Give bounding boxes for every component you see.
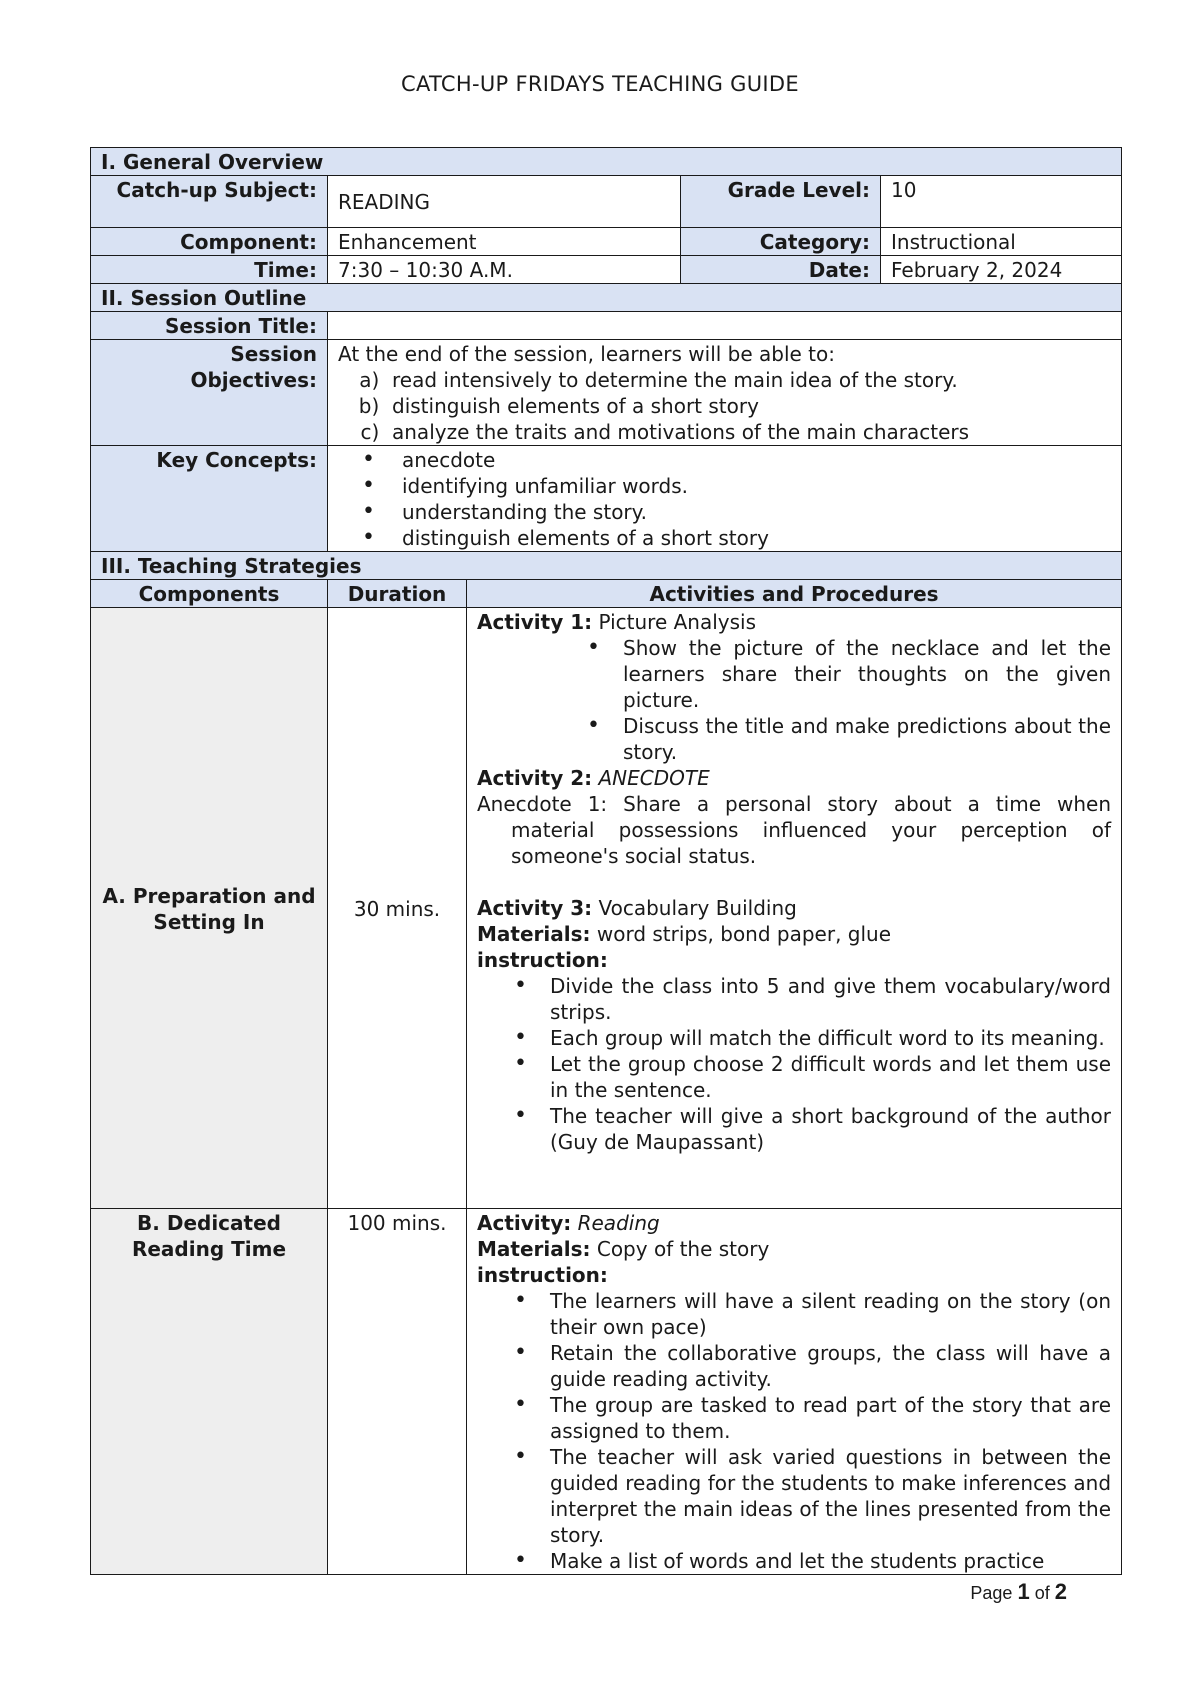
component-label: Component: — [91, 228, 328, 256]
page-number: Page 1 of 2 — [970, 1579, 1067, 1604]
duration-preparation: 30 mins. — [328, 608, 467, 1209]
instruction-label: instruction: — [477, 948, 608, 972]
objectives-label: Session Objectives: — [91, 340, 328, 446]
activities-reading — [467, 1209, 1122, 1575]
concept-item: • understanding the story. — [402, 499, 1111, 525]
objective-item: b. distinguish elements of a short story — [392, 393, 1111, 419]
reading-activity-label: Activity: — [477, 1211, 572, 1235]
key-concepts-list — [338, 447, 1111, 551]
component-preparation: A. Preparation and Setting In — [91, 608, 328, 1209]
objectives-intro: At the end of the session, learners will be able to: — [338, 342, 836, 366]
activity3-list — [477, 973, 1111, 1155]
duration-column-header: Duration — [328, 580, 467, 608]
reading-list — [477, 1288, 1111, 1574]
key-concepts-label: Key Concepts: — [91, 446, 328, 552]
duration-reading: 100 mins. — [328, 1209, 467, 1575]
objectives-cell — [328, 340, 1122, 446]
activity1-label: Activity 1: — [477, 610, 593, 634]
objective-item: a. read intensively to determine the main idea of the story. — [392, 367, 1111, 393]
activity2-label: Activity 2: — [477, 766, 593, 790]
subject-label: Catch-up Subject: — [91, 176, 328, 228]
session-title-label: Session Title: — [91, 312, 328, 340]
date-label: Date: — [681, 256, 881, 284]
reading-item: • The group are tasked to read part of the story that are assigned to them. — [550, 1392, 1111, 1444]
concept-item: • anecdote — [402, 447, 1111, 473]
materials-value: word strips, bond paper, glue — [596, 922, 892, 946]
activity3-item: • Divide the class into 5 and give them vocabulary/word strips. — [550, 973, 1111, 1025]
activity3-item: • Each group will match the difficult word to its meaning. — [550, 1025, 1111, 1051]
total-pages: 2 — [1054, 1579, 1067, 1604]
key-concepts-cell — [328, 446, 1122, 552]
reading-item: • The learners will have a silent reading on the story (on their own pace) — [550, 1288, 1111, 1340]
anecdote-text: Anecdote 1: Share a personal story about a time when material possessions influenced your perception of someone's social status. — [477, 792, 1112, 868]
concept-item: • distinguish elements of a short story — [402, 525, 1111, 551]
components-column-header: Components — [91, 580, 328, 608]
session-outline-heading: II. Session Outline — [91, 284, 1122, 312]
materials-label: Materials: — [477, 922, 591, 946]
grade-value: 10 — [881, 176, 1122, 228]
general-overview-heading: I. General Overview — [91, 148, 1122, 176]
teaching-strategies-heading: III. Teaching Strategies — [91, 552, 1122, 580]
objective-item: c. analyze the traits and motivations of the main characters — [392, 419, 1111, 445]
activity3-item: • Let the group choose 2 difficult words and let them use in the sentence. — [550, 1051, 1111, 1103]
reading-materials-label: Materials: — [477, 1237, 591, 1261]
time-value: 7:30 – 10:30 A.M. — [328, 256, 681, 284]
document-title: CATCH-UP FRIDAYS TEACHING GUIDE — [401, 72, 799, 96]
activities-preparation — [467, 608, 1122, 1209]
activity3-title: Vocabulary Building — [598, 896, 797, 920]
reading-materials-value: Copy of the story — [596, 1237, 770, 1261]
component-reading: B. Dedicated Reading Time — [91, 1209, 328, 1575]
session-title-value — [328, 312, 1122, 340]
activity1-title: Picture Analysis — [598, 610, 757, 634]
grade-label: Grade Level: — [681, 176, 881, 228]
activity2-title: ANECDOTE — [598, 766, 710, 790]
activity1-item: • Discuss the title and make predictions about the story. — [623, 713, 1111, 765]
reading-item: • Retain the collaborative groups, the class will have a guide reading activity. — [550, 1340, 1111, 1392]
current-page: 1 — [1017, 1579, 1030, 1604]
teaching-guide-table — [90, 147, 1122, 1575]
activity3-label: Activity 3: — [477, 896, 593, 920]
activities-column-header: Activities and Procedures — [467, 580, 1122, 608]
reading-instruction-label: instruction: — [477, 1263, 608, 1287]
activity1-item: • Show the picture of the necklace and let the learners share their thoughts on the given picture. — [623, 635, 1111, 713]
date-value: February 2, 2024 — [881, 256, 1122, 284]
objectives-list — [338, 367, 1111, 445]
activity1-list — [477, 635, 1111, 765]
concept-item: • identifying unfamiliar words. — [402, 473, 1111, 499]
category-value: Instructional — [881, 228, 1122, 256]
component-value: Enhancement — [328, 228, 681, 256]
activity3-item: • The teacher will give a short background of the author (Guy de Maupassant) — [550, 1103, 1111, 1155]
category-label: Category: — [681, 228, 881, 256]
time-label: Time: — [91, 256, 328, 284]
subject-value: READING — [328, 176, 681, 228]
reading-item: • The teacher will ask varied questions in between the guided reading for the students to make inferences and interpret the main ideas of the lines presented from the story. — [550, 1444, 1111, 1548]
reading-item: • Make a list of words and let the students practice — [550, 1548, 1111, 1574]
reading-activity-title: Reading — [577, 1211, 660, 1235]
